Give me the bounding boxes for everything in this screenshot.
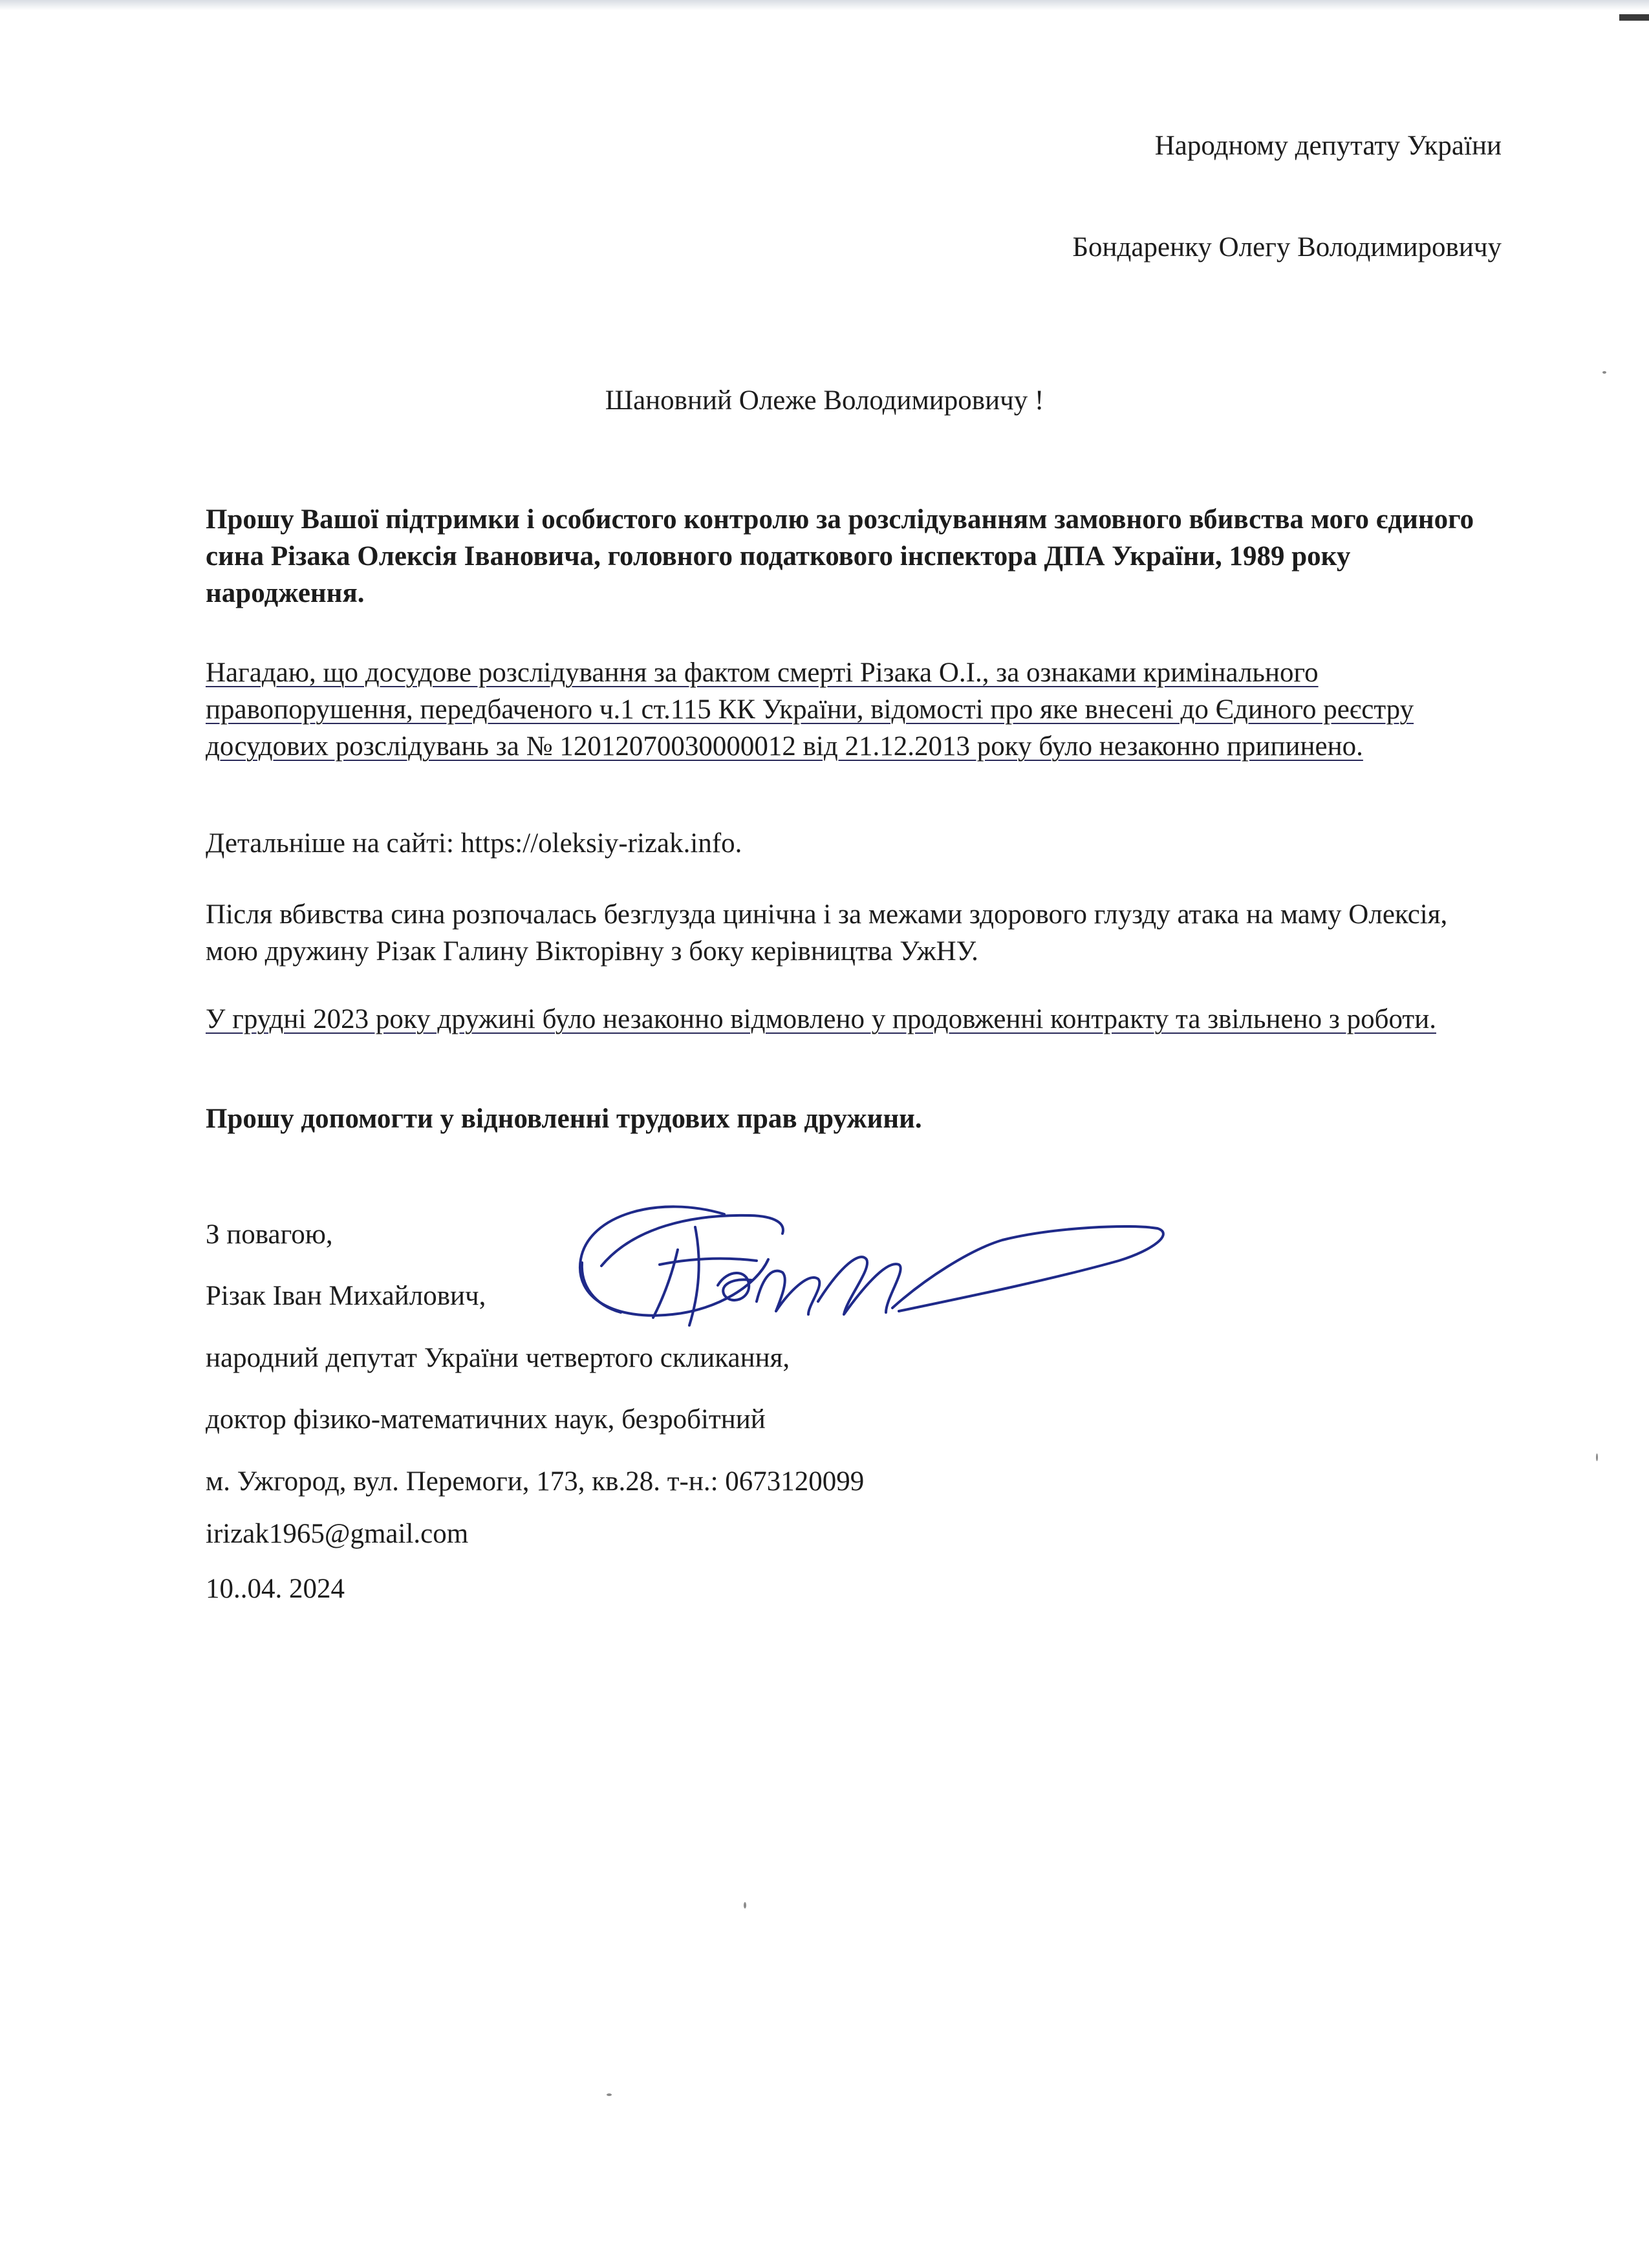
scan-speck [1596,1453,1598,1461]
signer-title: народний депутат України четвертого скликання, [206,1343,790,1373]
scan-edge [0,0,1649,10]
plea-paragraph: Прошу допомогти у відновленні трудових прав дружини. [206,1104,922,1134]
request-paragraph: Прошу Вашої підтримки і особистого контролю за розслідуванням замовного вбивства мого єдиного сина Різака Олексія Івановича, головного податкового інспектора ДПА України, 1989 року народження. [206,504,1474,608]
scan-mark [1619,14,1649,21]
salutation: Шановний Олеже Володимировичу ! [605,385,1044,416]
closing: З повагою, [206,1219,333,1250]
scan-speck [744,1902,746,1909]
signer-degree: доктор фізико-математичних наук, безробітний [206,1404,766,1435]
scan-speck [607,2093,612,2096]
website-paragraph: Детальніше на сайті: https://oleksiy-rizak.info. [206,828,742,859]
letter-date: 10..04. 2024 [206,1574,345,1604]
signer-address: м. Ужгород, вул. Перемоги, 173, кв.28. т-н.: 0673120099 [206,1466,865,1497]
dismissal-text: У грудні 2023 року дружині було незаконно відмовлено у продовженні контракту та звільнено з роботи. [206,1004,1436,1034]
handwritten-signature [563,1188,1177,1343]
scan-speck [1602,371,1606,374]
attack-paragraph: Після вбивства сина розпочалась безглузда цинічна і за межами здорового глузду атака на маму Олексія, мою дружину Різак Галину Вікторівну з боку керівництва УжНУ. [206,899,1448,967]
dismissal-paragraph [206,1001,1493,1038]
addressee-line-1: Народному депутату України [1154,131,1502,161]
addressee-line-2: Бондаренку Олегу Володимировичу [1072,232,1502,262]
signer-email: irizak1965@gmail.com [206,1519,469,1549]
signer-name: Різак Іван Михайлович, [206,1281,486,1311]
reminder-text: Нагадаю, що досудове розслідування за фактом смерті Різака О.І., за ознаками кримінального правопорушення, передбаченого ч.1 ст.115 КК України, відомості про яке внесені до Єдиного реєстру досудових розслідувань за № 12012070030000012 від 21.12.2013 року було незаконно припинено. [206,658,1414,762]
reminder-paragraph [206,654,1493,765]
